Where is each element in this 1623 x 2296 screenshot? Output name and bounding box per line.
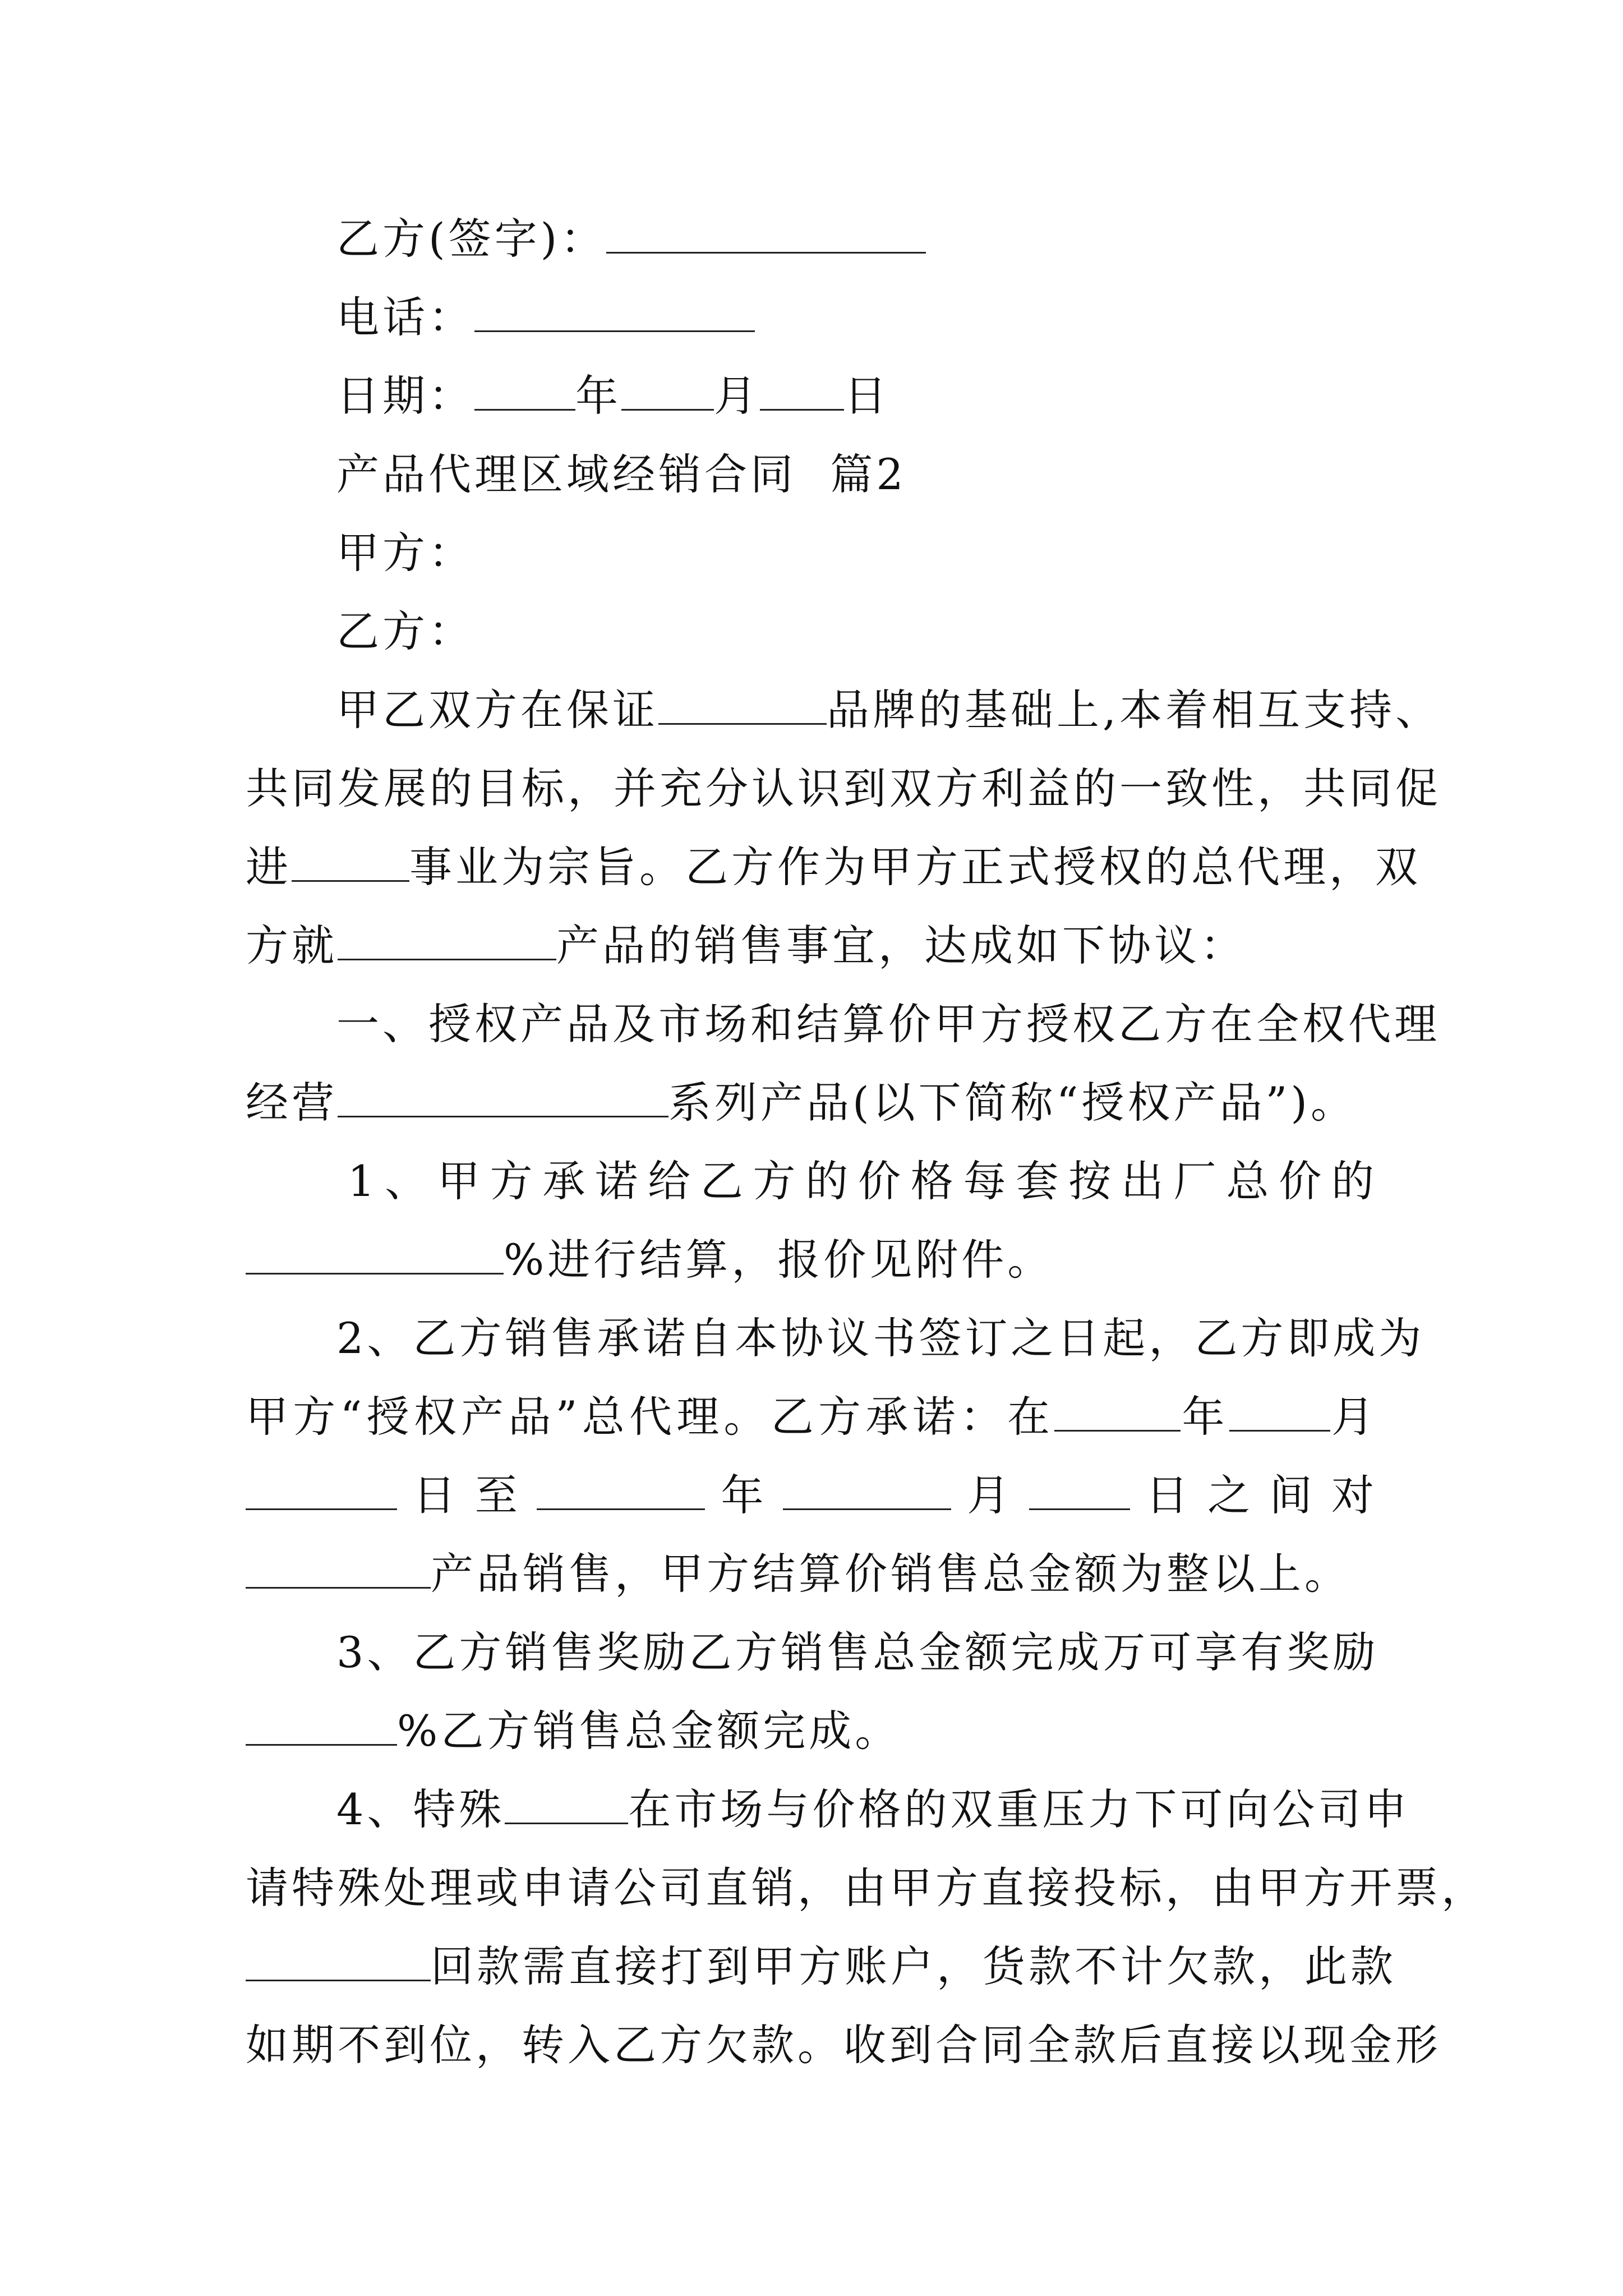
intro-text-1a: 甲乙双方在保证 bbox=[336, 685, 658, 735]
item1-text-2: %进行结算，报价见附件。 bbox=[504, 1235, 1054, 1285]
intro-line-1 bbox=[336, 683, 1442, 737]
clause1-text-2b: 系列产品(以下简称“授权产品”)。 bbox=[668, 1078, 1357, 1128]
reward-percent-blank bbox=[246, 1705, 397, 1746]
item2-text-2a: 甲方“授权产品”总代理。乙方承诺：在 bbox=[246, 1392, 1055, 1442]
party-b-signature-blank bbox=[606, 213, 926, 254]
item2-line-1: 2、乙方销售承诺自本协议书签订之日起，乙方即成为 bbox=[336, 1313, 1425, 1363]
product-blank bbox=[338, 919, 556, 960]
date-year-label: 年 bbox=[575, 371, 621, 421]
phone-line bbox=[336, 291, 755, 344]
item2-line-4 bbox=[246, 1547, 1350, 1601]
intro-line-2: 共同发展的目标，并充分认识到双方利益的一致性，共同促 bbox=[246, 763, 1441, 813]
business-blank bbox=[292, 841, 409, 882]
item2-end-year-label: 年 bbox=[705, 1470, 783, 1520]
item2-line-3 bbox=[246, 1469, 1377, 1522]
phone-label: 电话： bbox=[336, 292, 474, 342]
date-line bbox=[336, 369, 890, 423]
item4-line-2: 请特殊处理或申请公司直销，由甲方直接投标，由甲方开票， bbox=[246, 1863, 1487, 1913]
date-year-blank bbox=[474, 370, 575, 411]
intro-text-4a: 方就 bbox=[246, 921, 338, 970]
end-day-blank bbox=[1029, 1469, 1130, 1510]
item2-text-3d: 日之间对 bbox=[1129, 1470, 1378, 1520]
item2-line-2 bbox=[246, 1390, 1377, 1444]
item2-month-label: 月 bbox=[1330, 1392, 1378, 1442]
item4-text-1a: 4、特殊 bbox=[336, 1784, 505, 1834]
item4-line-4: 如期不到位，转入乙方欠款。收到合同全款后直接以现金形 bbox=[246, 2020, 1441, 2070]
end-month-blank bbox=[783, 1469, 951, 1510]
intro-line-4 bbox=[246, 919, 1246, 973]
item1-line-1: 1、甲方承诺给乙方的价格每套按出厂总价的 bbox=[348, 1156, 1377, 1206]
section-title: 产品代理区域经销合同 篇2 bbox=[336, 449, 907, 499]
phone-blank bbox=[474, 291, 755, 332]
clause1-line-1: 一、授权产品及市场和结算价甲方授权乙方在全权代理 bbox=[336, 999, 1440, 1049]
start-day-blank bbox=[246, 1469, 397, 1510]
item4-text-3: 回款需直接打到甲方账户，货款不计欠款，此款 bbox=[431, 1941, 1396, 1991]
intro-text-1b: 品牌的基础上,本着相互支持、 bbox=[827, 685, 1442, 735]
party-b-label: 乙方： bbox=[336, 606, 474, 656]
start-year-blank bbox=[1054, 1391, 1181, 1432]
party-b-signature-line bbox=[336, 212, 926, 266]
percent-blank bbox=[246, 1234, 504, 1274]
item4-text-1b: 在市场与价格的双重压力下可向公司申 bbox=[628, 1784, 1410, 1834]
sales-product-blank bbox=[246, 1548, 431, 1589]
item2-end-month-label: 月 bbox=[951, 1470, 1029, 1520]
intro-text-4b: 产品的销售事宜，达成如下协议： bbox=[556, 921, 1246, 970]
intro-text-3a: 进 bbox=[246, 842, 292, 892]
item2-text-4: 产品销售，甲方结算价销售总金额为整以上。 bbox=[431, 1549, 1350, 1599]
clause1-text-2a: 经营 bbox=[246, 1078, 338, 1128]
item2-day-to-label: 日至 bbox=[397, 1470, 537, 1520]
item1-line-2 bbox=[246, 1233, 1053, 1287]
payment-blank bbox=[246, 1940, 431, 1981]
end-year-blank bbox=[537, 1469, 705, 1510]
start-month-blank bbox=[1229, 1391, 1330, 1432]
item3-line-2 bbox=[246, 1704, 901, 1758]
party-b-sign-label: 乙方(签字)： bbox=[336, 214, 607, 264]
date-label: 日期： bbox=[336, 371, 474, 421]
intro-line-3 bbox=[246, 840, 1421, 894]
brand-blank bbox=[658, 684, 827, 725]
date-month-blank bbox=[621, 370, 714, 411]
party-a-label: 甲方： bbox=[336, 528, 474, 578]
date-day-blank bbox=[760, 370, 844, 411]
date-day-label: 日 bbox=[844, 371, 890, 421]
intro-text-3b: 事业为宗旨。乙方作为甲方正式授权的总代理，双 bbox=[409, 842, 1421, 892]
clause1-line-2 bbox=[246, 1076, 1357, 1130]
date-month-label: 月 bbox=[714, 371, 760, 421]
item4-line-1 bbox=[336, 1783, 1410, 1837]
item3-line-1: 3、乙方销售奖励乙方销售总金额完成万可享有奖励 bbox=[336, 1627, 1379, 1677]
item2-year-label: 年 bbox=[1181, 1392, 1229, 1442]
item4-line-3 bbox=[246, 1940, 1396, 1994]
item3-text-2: %乙方销售总金额完成。 bbox=[397, 1706, 901, 1756]
special-blank bbox=[505, 1783, 628, 1824]
series-blank bbox=[338, 1076, 668, 1117]
